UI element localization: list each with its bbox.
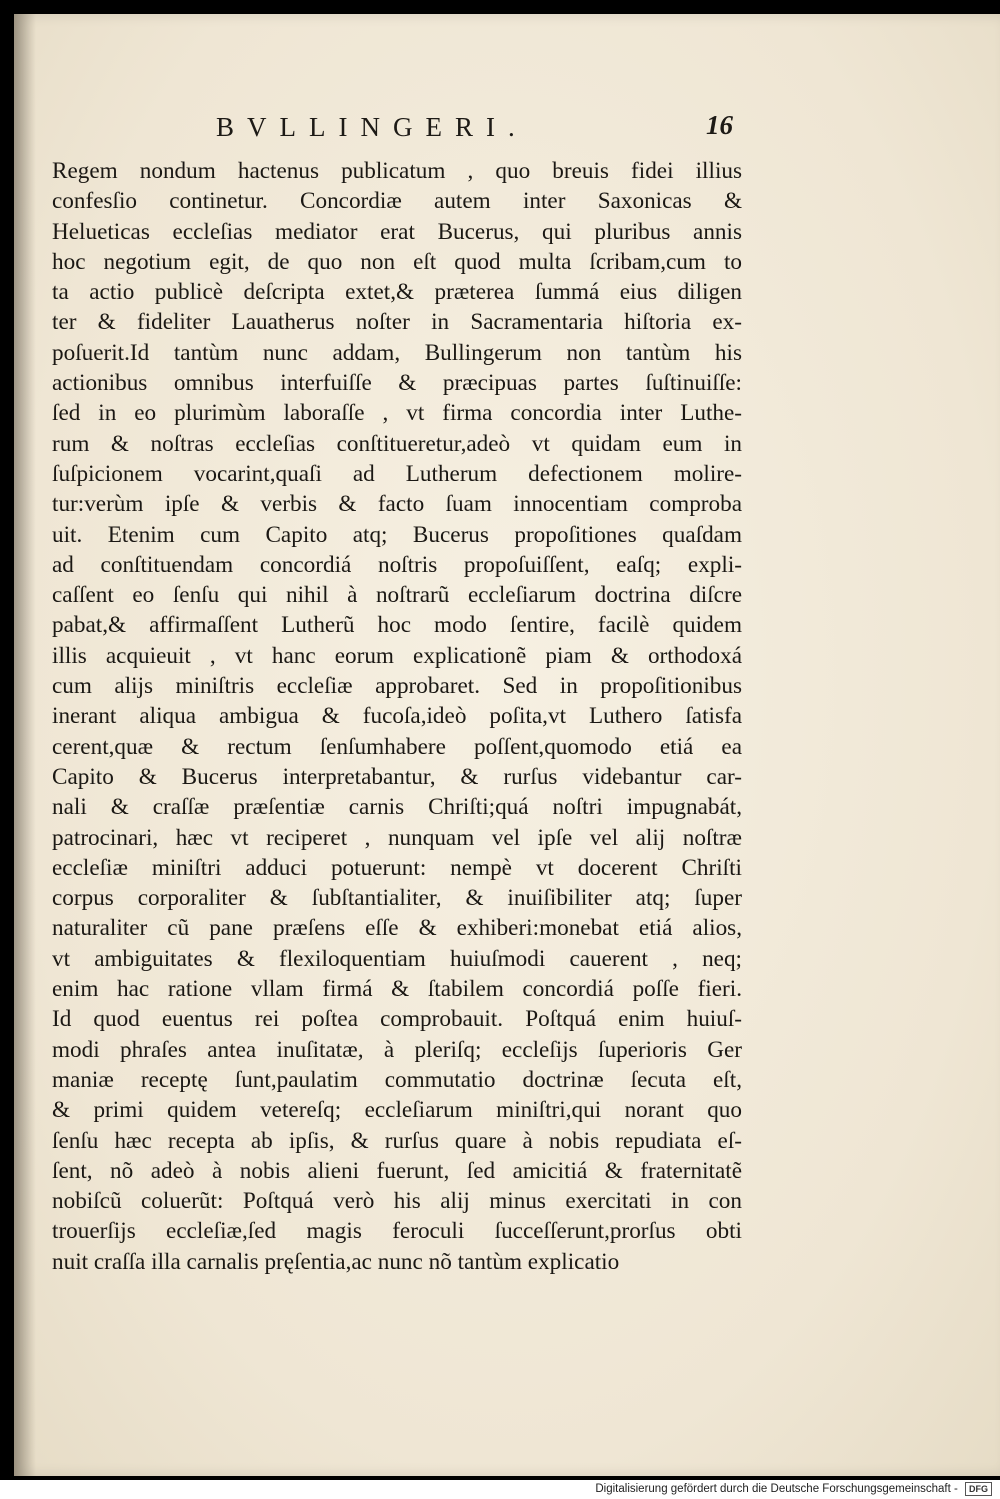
text-line: trouerſijs eccleſiæ,ſed magis feroculi ſucceſſerunt,prorſus obti xyxy=(52,1218,742,1245)
book-page xyxy=(14,14,1000,1476)
text-line: eccleſiæ miniſtri adduci potuerunt: nempè vt docerent Chriſti xyxy=(52,854,742,881)
text-line: Id quod euentus rei poſtea comprobauit. Poſtquá enim huiuſ- xyxy=(52,1006,742,1033)
text-line: ta actio publicè deſcripta extet,& præterea ſummá eius diligen xyxy=(52,279,742,306)
text-line: actionibus omnibus interfuiſſe & præcipuas partes ſuſtinuiſſe: xyxy=(52,370,742,397)
text-line: ſuſpicionem vocarint,quaſi ad Lutherum defectionem molire- xyxy=(52,460,742,487)
text-line: ter & fideliter Lauatherus noſter in Sacramentaria hiſtoria ex- xyxy=(52,309,742,336)
running-head-title: BVLLINGERI. xyxy=(216,112,528,142)
page-number: 16 xyxy=(706,110,733,140)
dfg-logo: DFG xyxy=(965,1482,992,1496)
text-line: inerant aliqua ambigua & fucoſa,ideò poſita,vt Luthero ſatisfa xyxy=(52,703,742,730)
text-line: nuit craſſa illa carnalis pręſentia,ac nunc nõ tantùm explicatio xyxy=(52,1248,620,1275)
text-line: rum & noſtras eccleſias conſtitueretur,adeò vt quidam eum in xyxy=(52,430,742,457)
text-line: cum alijs miniſtris eccleſiæ approbaret. Sed in propoſitionibus xyxy=(52,673,742,700)
text-line: poſuerit.Id tantùm nunc addam, Bullingerum non tantùm his xyxy=(52,339,742,366)
text-line: patrocinari, hæc vt reciperet , nunquam vel ipſe vel alij noſtræ xyxy=(52,824,742,851)
text-line: confesſio continetur. Concordiæ autem inter Saxonicas & xyxy=(52,188,742,215)
text-line: Regem nondum hactenus publicatum , quo breuis fidei illius xyxy=(52,158,742,184)
gutter-shadow xyxy=(14,14,36,1476)
text-line: ſenſu hæc recepta ab ipſis, & rurſus quare à nobis repudiata eſ- xyxy=(52,1127,742,1154)
body-text xyxy=(52,156,742,1277)
text-line: vt ambiguitates & flexiloquentiam huiuſmodi cauerent , neq; xyxy=(52,945,742,972)
text-line: ſed in eo plurimùm laboraſſe , vt firma concordia inter Luthe- xyxy=(52,400,742,427)
text-line: tur:verùm ipſe & verbis & facto ſuam innocentiam comproba xyxy=(52,491,742,518)
text-line: & primi quidem vetereſq; eccleſiarum miniſtri,qui norant quo xyxy=(52,1097,742,1124)
text-line: pabat,& affirmaſſent Lutherũ hoc modo ſentire, facilè quidem xyxy=(52,612,742,639)
digitization-footer xyxy=(0,1480,1000,1499)
text-line: illis acquieuit , vt hanc eorum explicationẽ piam & orthodoxá xyxy=(52,642,742,669)
text-line: modi phraſes antea inuſitatæ, à pleriſq; eccleſijs ſuperioris Ger xyxy=(52,1036,742,1063)
text-line: maniæ receptę ſunt,paulatim commutatio doctrinæ ſecuta eſt, xyxy=(52,1066,742,1093)
text-line: nobiſcũ coluerũt: Poſtquá verò his alij minus exercitati in con xyxy=(52,1188,742,1215)
text-line: Capito & Bucerus interpretabantur, & rurſus videbantur car- xyxy=(52,763,742,790)
text-line: ad conſtituendam concordiá noſtris propoſuiſſent, eaſq; expli- xyxy=(52,551,742,578)
text-line: caſſent eo ſenſu qui nihil à noſtrarũ eccleſiarum doctrina diſcre xyxy=(52,582,742,609)
text-line: corpus corporaliter & ſubſtantialiter, & inuiſibiliter atq; ſuper xyxy=(52,885,742,912)
text-line: enim hac ratione vllam firmá & ſtabilem concordiá poſſe fieri. xyxy=(52,976,742,1003)
text-line: cerent,quæ & rectum ſenſumhabere poſſent,quomodo etiá ea xyxy=(52,733,742,760)
text-line: uit. Etenim cum Capito atq; Bucerus propoſitiones quaſdam xyxy=(52,521,742,548)
text-line: ſent, nõ adeò à nobis alieni fuerunt, ſed amicitiá & fraternitatẽ xyxy=(52,1157,742,1184)
running-head xyxy=(14,112,1000,152)
text-line: Helueticas eccleſias mediator erat Bucerus, qui pluribus annis xyxy=(52,218,742,245)
text-line: hoc negotium egit, de quo non eſt quod multa ſcribam,cum to xyxy=(52,248,742,275)
text-line: naturaliter cũ pane præſens eſſe & exhiberi:monebat etiá alios, xyxy=(52,915,742,942)
text-line: nali & craſſæ præſentiæ carnis Chriſti;quá noſtri impugnabát, xyxy=(52,794,742,821)
footer-credit-text: Digitalisierung gefördert durch die Deutsche Forschungsgemeinschaft - xyxy=(595,1483,958,1496)
footer-credit xyxy=(595,1482,992,1496)
